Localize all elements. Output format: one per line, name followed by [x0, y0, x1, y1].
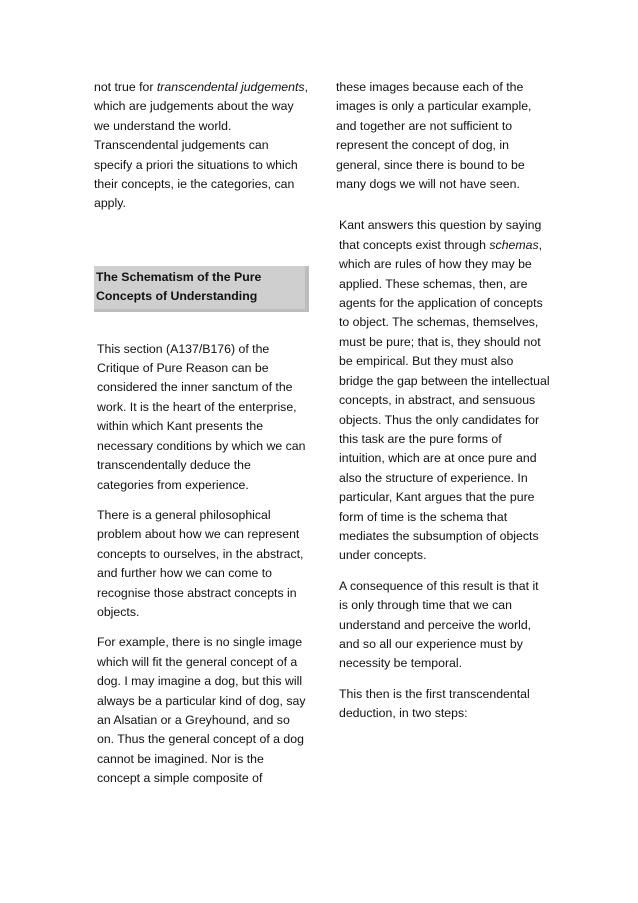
section-heading: The Schematism of the Pure Concepts of Understanding	[94, 266, 309, 312]
schemas-text-a: Kant answers this question by saying that concepts exist through	[339, 218, 542, 252]
paragraph-example: For example, there is no single image which will fit the general concept of a dog. I may imagine a dog, but this will always be a particular kind of dog, say an Alsatian or a Greyhound, and so on. Thus the general concept of a dog cannot be imagined. Nor is the concept a simple composite of	[97, 635, 306, 786]
schemas-text-b: , which are rules of how they may be applied. These schemas, then, are agents for the application of concepts to object. The schemas, themselves, must be pure; that is, they should not be empirical. But they must also bridge the gap between the intellectual concepts, in abstract, and sensuous objects. Thus the only candidates for this task are the pure forms of intuition, which are at once pure and also the structure of experience. In particular, Kant argues that the pure form of time is the schema that mediates the subsumption of objects under concepts.	[339, 237, 550, 563]
intro-text-b: , which are judgements about the way we understand the world. Transcendental judgements can specify a priori the situations to which their concepts, ie the categories, can apply.	[94, 80, 308, 211]
paragraph-consequence: A consequence of this result is that it is only through time that we can understand and perceive the world, and so all our experience must by necessity be temporal.	[339, 578, 539, 671]
intro-text-a: not true for	[94, 80, 157, 94]
intro-paragraph	[94, 78, 308, 214]
paragraph-deduction: This then is the first transcendental deduction, in two steps:	[339, 686, 530, 721]
paragraph-images: these images because each of the images is only a particular example, and together are not sufficient to represent the concept of dog, in general, since there is bound to be many dogs we will not have seen.	[336, 80, 532, 192]
schemas-emphasis: schemas	[489, 237, 539, 252]
right-column	[336, 78, 550, 735]
left-column	[94, 78, 308, 800]
intro-emphasis: transcendental judgements	[156, 80, 305, 94]
paragraph-schemas	[336, 216, 550, 565]
paragraph-problem: There is a general philosophical problem about how we can represent concepts to ourselves, in the abstract, and further how we can come to recognise those abstract concepts in objects.	[97, 507, 304, 619]
paragraph-section-intro: This section (A137/B176) of the Critique of Pure Reason can be considered the inner sanctum of the work. It is the heart of the enterprise, within which Kant presents the necessary conditions by which we can transcendentally deduce the categories from experience.	[97, 341, 306, 492]
